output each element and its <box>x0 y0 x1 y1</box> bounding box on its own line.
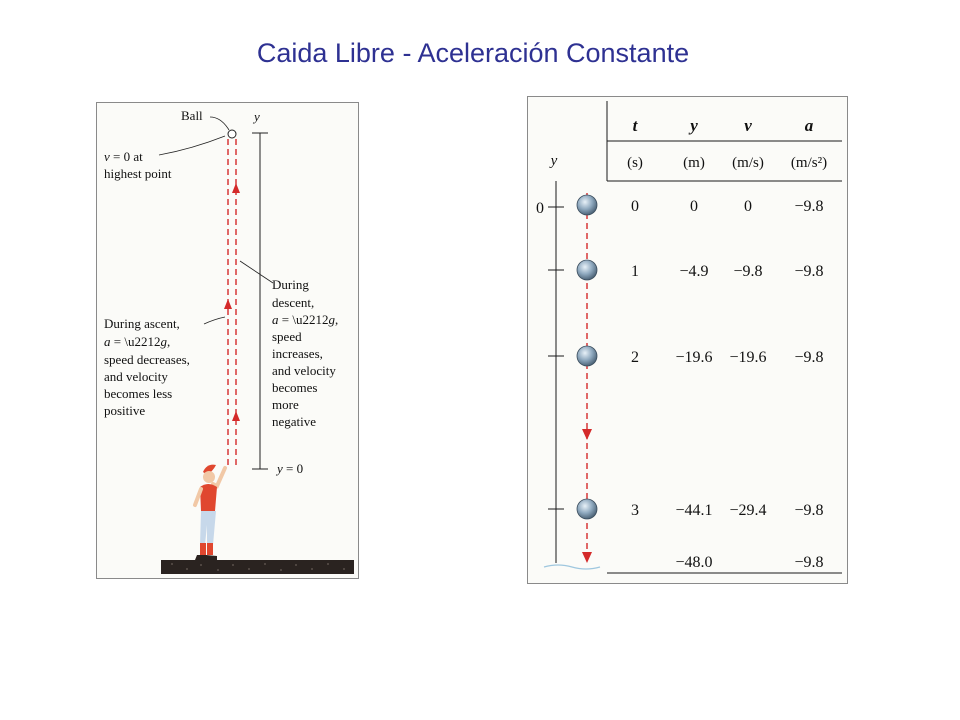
svg-text:1: 1 <box>631 263 639 280</box>
y-axis-label: y <box>254 109 260 124</box>
unit-t: (s) <box>627 155 643 171</box>
free-fall-table-diagram <box>527 96 848 584</box>
header-a: a <box>804 116 814 135</box>
svg-text:−9.8: −9.8 <box>794 263 824 280</box>
top-note-line-1: v = 0 at <box>104 149 143 164</box>
svg-text:−48.0: −48.0 <box>675 554 713 571</box>
svg-text:−9.8: −9.8 <box>794 198 824 215</box>
svg-text:0: 0 <box>744 198 752 215</box>
svg-text:−19.6: −19.6 <box>675 349 713 366</box>
ascent-note <box>104 316 190 418</box>
ball-label: Ball <box>181 108 203 123</box>
ball-thrown-up-diagram <box>96 102 359 579</box>
svg-text:−9.8: −9.8 <box>794 554 824 571</box>
svg-text:negative: negative <box>272 414 317 429</box>
ball-t3-icon <box>577 499 597 519</box>
table-row <box>631 502 824 519</box>
unit-a: (m/s²) <box>790 155 828 171</box>
top-note-leader-line <box>159 136 225 155</box>
ground <box>161 560 354 574</box>
svg-text:becomes less: becomes less <box>104 386 173 401</box>
ball-leader-line <box>210 117 229 130</box>
svg-text:increases,: increases, <box>272 346 323 361</box>
svg-text:speed decreases,: speed decreases, <box>104 352 190 367</box>
header-t: t <box>632 116 638 135</box>
svg-text:−9.8: −9.8 <box>733 263 763 280</box>
header-v: v <box>744 116 752 135</box>
vertical-axis <box>548 181 564 563</box>
descent-leader-line <box>240 261 273 283</box>
svg-text:−44.1: −44.1 <box>675 502 713 519</box>
descent-note <box>272 277 338 429</box>
ascent-leader-line <box>204 317 225 324</box>
water-surface <box>544 565 600 569</box>
y-axis <box>252 133 268 469</box>
unit-v: (m/s) <box>732 155 764 171</box>
player-icon <box>195 465 225 560</box>
axis-y-label: y <box>550 153 558 169</box>
svg-text:a = \u2212g,: a = \u2212g, <box>272 312 339 327</box>
svg-text:−29.4: −29.4 <box>729 502 767 519</box>
svg-text:more: more <box>272 397 299 412</box>
svg-text:3: 3 <box>631 502 639 519</box>
svg-text:speed: speed <box>272 329 302 344</box>
ground-label: y = 0 <box>277 461 304 476</box>
slide-title: Caida Libre - Aceleración Constante <box>256 38 690 68</box>
svg-text:descent,: descent, <box>272 295 315 310</box>
direction-arrows <box>224 183 240 421</box>
svg-text:During: During <box>272 277 309 292</box>
table-row <box>675 554 823 571</box>
table-row <box>631 263 824 280</box>
svg-text:−19.6: −19.6 <box>729 349 767 366</box>
ball-t2-icon <box>577 346 597 366</box>
svg-text:During ascent,: During ascent, <box>104 316 180 331</box>
ball-icon <box>228 130 236 138</box>
axis-zero-label: 0 <box>536 200 544 217</box>
svg-text:−9.8: −9.8 <box>794 502 824 519</box>
svg-text:−4.9: −4.9 <box>679 263 709 280</box>
svg-text:2: 2 <box>631 349 639 366</box>
table-row <box>631 349 824 366</box>
fall-arrow-end <box>582 552 592 563</box>
svg-text:−9.8: −9.8 <box>794 349 824 366</box>
top-note-line-2: highest point <box>104 166 172 181</box>
ball-t1-icon <box>577 260 597 280</box>
table-row <box>631 198 824 215</box>
fall-arrow-mid <box>582 429 592 440</box>
unit-y: (m) <box>683 155 705 171</box>
svg-text:becomes: becomes <box>272 380 318 395</box>
svg-text:0: 0 <box>690 198 698 215</box>
ball-t0-icon <box>577 195 597 215</box>
header-y: y <box>690 116 698 135</box>
svg-text:and velocity: and velocity <box>104 369 168 384</box>
svg-text:positive: positive <box>104 403 146 418</box>
svg-text:a = \u2212g,: a = \u2212g, <box>104 334 171 349</box>
svg-text:and velocity: and velocity <box>272 363 336 378</box>
svg-text:0: 0 <box>631 198 639 215</box>
